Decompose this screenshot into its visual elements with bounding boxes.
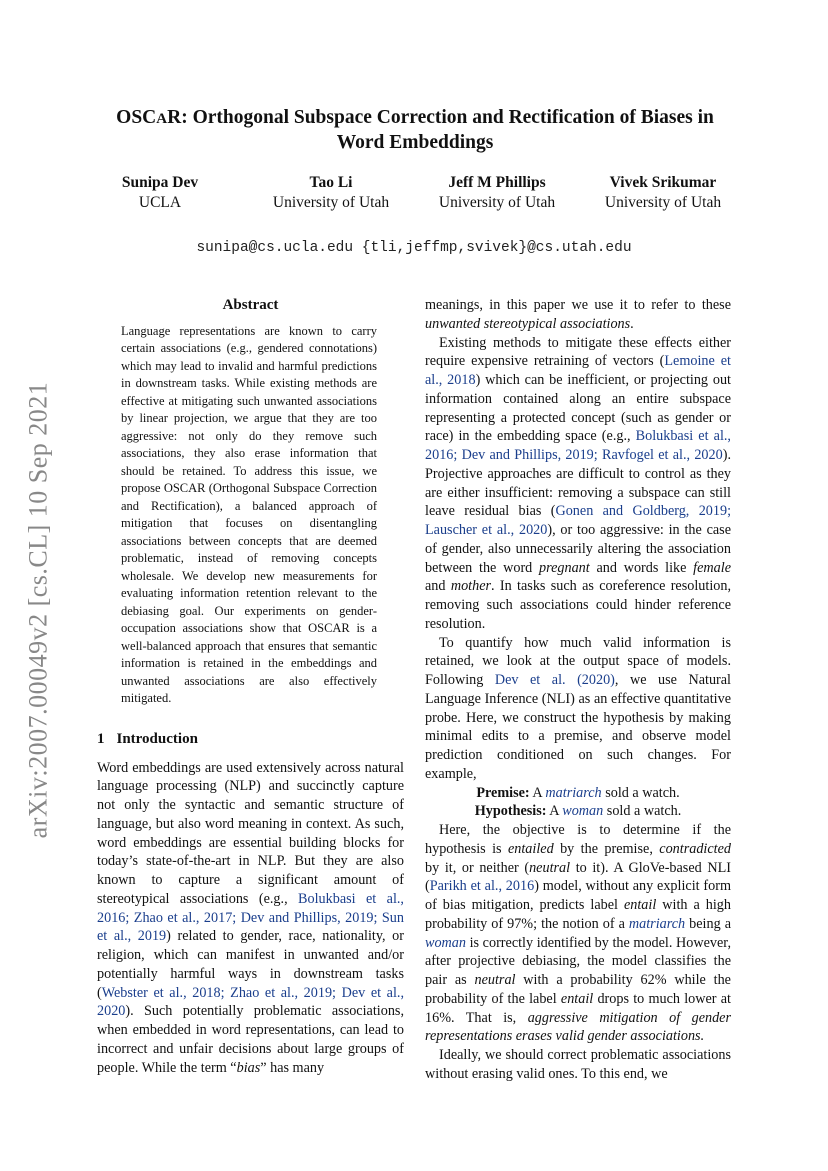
left-column: [97, 296, 404, 1077]
author-affiliation: University of Utah: [438, 194, 556, 211]
author-affiliation: University of Utah: [272, 194, 390, 211]
abstract-text: Language representations are known to carry certain associations (e.g., gendered connotations) which may lead to invalid and harmful predictions in downstream tasks. While existing methods are effective at mitigating such unwanted associations by linear projection, we argue that they are too aggressive: not only do they remove such associations, they also erase information that should be retained. To address this issue, we propose OSCAR (Orthogonal Subspace Correction and Rectification), a balanced approach of mitigation that focuses on disentangling associations between concepts that are deemed problematic, instead of removing concepts wholesale. We develop new measurements for evaluating information retention relevant to the debiasing goal. Our experiments on gender-occupation associations show that OSCAR is a well-balanced approach that ensures that semantic information is retained in the embeddings and unwanted associations are also effectively mitigated.: [121, 323, 377, 706]
author-affiliation: UCLA: [138, 194, 182, 211]
author-name: Tao Li: [309, 174, 353, 191]
title-r: R: [167, 107, 182, 128]
citation-link[interactable]: Bolukbasi et al., 2016; Zhao et al., 2017; Dev and Phillips, 2019; Sun et al., 2019: [97, 890, 404, 945]
citation-link[interactable]: Gonen and Goldberg, 2019; Lauscher et al., 2020: [425, 503, 732, 538]
author-name: Jeff M Phillips: [448, 174, 546, 191]
author-2: [262, 173, 400, 213]
author-3: [428, 173, 566, 213]
intro-paragraph: Word embeddings are used extensively across natural language processing (NLP) and succinctly capture not only the syntactic and semantic structure of language, but also word meaning in context. As such, word embeddings are essential building blocks for today’s state-of-the-art in NLP. But they are also known to capture a significant amount of stereotypical associations (e.g., Bolukbasi et al., 2016; Zhao et al., 2017; Dev and Phillips, 2019; Sun et al., 2019) related to gender, race, nationality, or religion, which can manifest in unwanted and/or potentially harmful ways in downstream tasks (Webster et al., 2018; Zhao et al., 2019; Dev et al., 2020). Such potentially problematic associations, when embedded in word representations, can lead to incorrect and unfair decisions about large groups of people. While the term “bias” has many: [97, 759, 404, 1076]
paragraph-objective: Here, the objective is to determine if the hypothesis is entailed by the premise, contradicted by it, or neither (neutral to it). A GloVe-based NLI (Parikh et al., 2016) model, without any explicit form of bias mitigation, predicts label entail with a high probability of 97%; the notion of a matriarch being a woman is correctly identified by the model. However, after projective debiasing, the model classifies the pair as neutral with a probability 62% while the probability of the label entail drops to much lower at 16%. That is, aggressive mitigation of gender representations erases valid gender associations.: [425, 822, 731, 1045]
paragraph-continued: meanings, in this paper we use it to refer to these unwanted stereotypical associations.: [425, 297, 731, 332]
hypothesis-example: Hypothesis: A woman sold a watch.: [474, 803, 682, 820]
author-affiliation: University of Utah: [604, 194, 722, 211]
citation-link[interactable]: Dev et al. (2020): [494, 672, 615, 688]
citation-link[interactable]: Lemoine et al., 2018: [425, 353, 731, 388]
author-4: [594, 173, 732, 213]
title-line1: : Orthogonal Subspace Correction and Rectification of Biases in: [181, 107, 714, 128]
title-osc: OSC: [116, 107, 157, 128]
paragraph-quantify: To quantify how much valid information is retained, we look at the output space of models. Following Dev et al. (2020), we use Natural Language Inference (NLI) as an effective quantitative probe. Here, we construct the hypothesis by making minimal edits to a premise, and observe model prediction conditioned on such changes. For example,: [425, 634, 731, 782]
section-heading-introduction: 1 Introduction: [97, 730, 198, 747]
premise-example: Premise: A matriarch sold a watch.: [476, 784, 680, 801]
title-line2: Word Embeddings: [336, 132, 494, 153]
arxiv-identifier: arXiv:2007.00049v2 [cs.CL] 10 Sep 2021: [23, 381, 52, 839]
author-list: [110, 173, 750, 217]
paragraph-existing-methods: Existing methods to mitigate these effects either require expensive retraining of vectors (Lemoine et al., 2018) which can be inefficient, or projecting out information contained along an entire subspace representing a protected concept (such as gender or race) in the embedding space (e.g., Bolukbasi et al., 2016; Dev and Phillips, 2019; Ravfogel et al., 2020). Projective approaches are difficult to control as they are either insufficient: removing a subspace can still leave residual bias (Gonen and Goldberg, 2019; Lauscher et al., 2020), or too aggressive: in the case of gender, also unnecessarily altering the association between the word pregnant and words like female and mother. In tasks such as coreference resolution, removing such associations could hinder reference resolution.: [425, 334, 732, 632]
paper-title: [95, 106, 735, 155]
citation-link[interactable]: Webster et al., 2018; Zhao et al., 2019; Dev et al., 2020: [97, 984, 404, 1020]
paragraph-ideally: Ideally, we should correct problematic associations without erasing valid ones. To this end, we: [425, 1047, 731, 1082]
author-1: [110, 173, 210, 213]
title-a: A: [156, 111, 168, 127]
author-name: Vivek Srikumar: [609, 174, 717, 191]
author-name: Sunipa Dev: [121, 174, 199, 191]
citation-link[interactable]: Bolukbasi et al., 2016; Dev and Phillips, 2019; Ravfogel et al., 2020: [425, 428, 731, 463]
author-emails: sunipa@cs.ucla.edu {tli,jeffmp,svivek}@cs.utah.edu: [196, 240, 632, 256]
citation-link[interactable]: Parikh et al., 2016: [429, 878, 535, 895]
abstract-heading: Abstract: [222, 297, 279, 313]
right-column: [425, 296, 731, 1084]
